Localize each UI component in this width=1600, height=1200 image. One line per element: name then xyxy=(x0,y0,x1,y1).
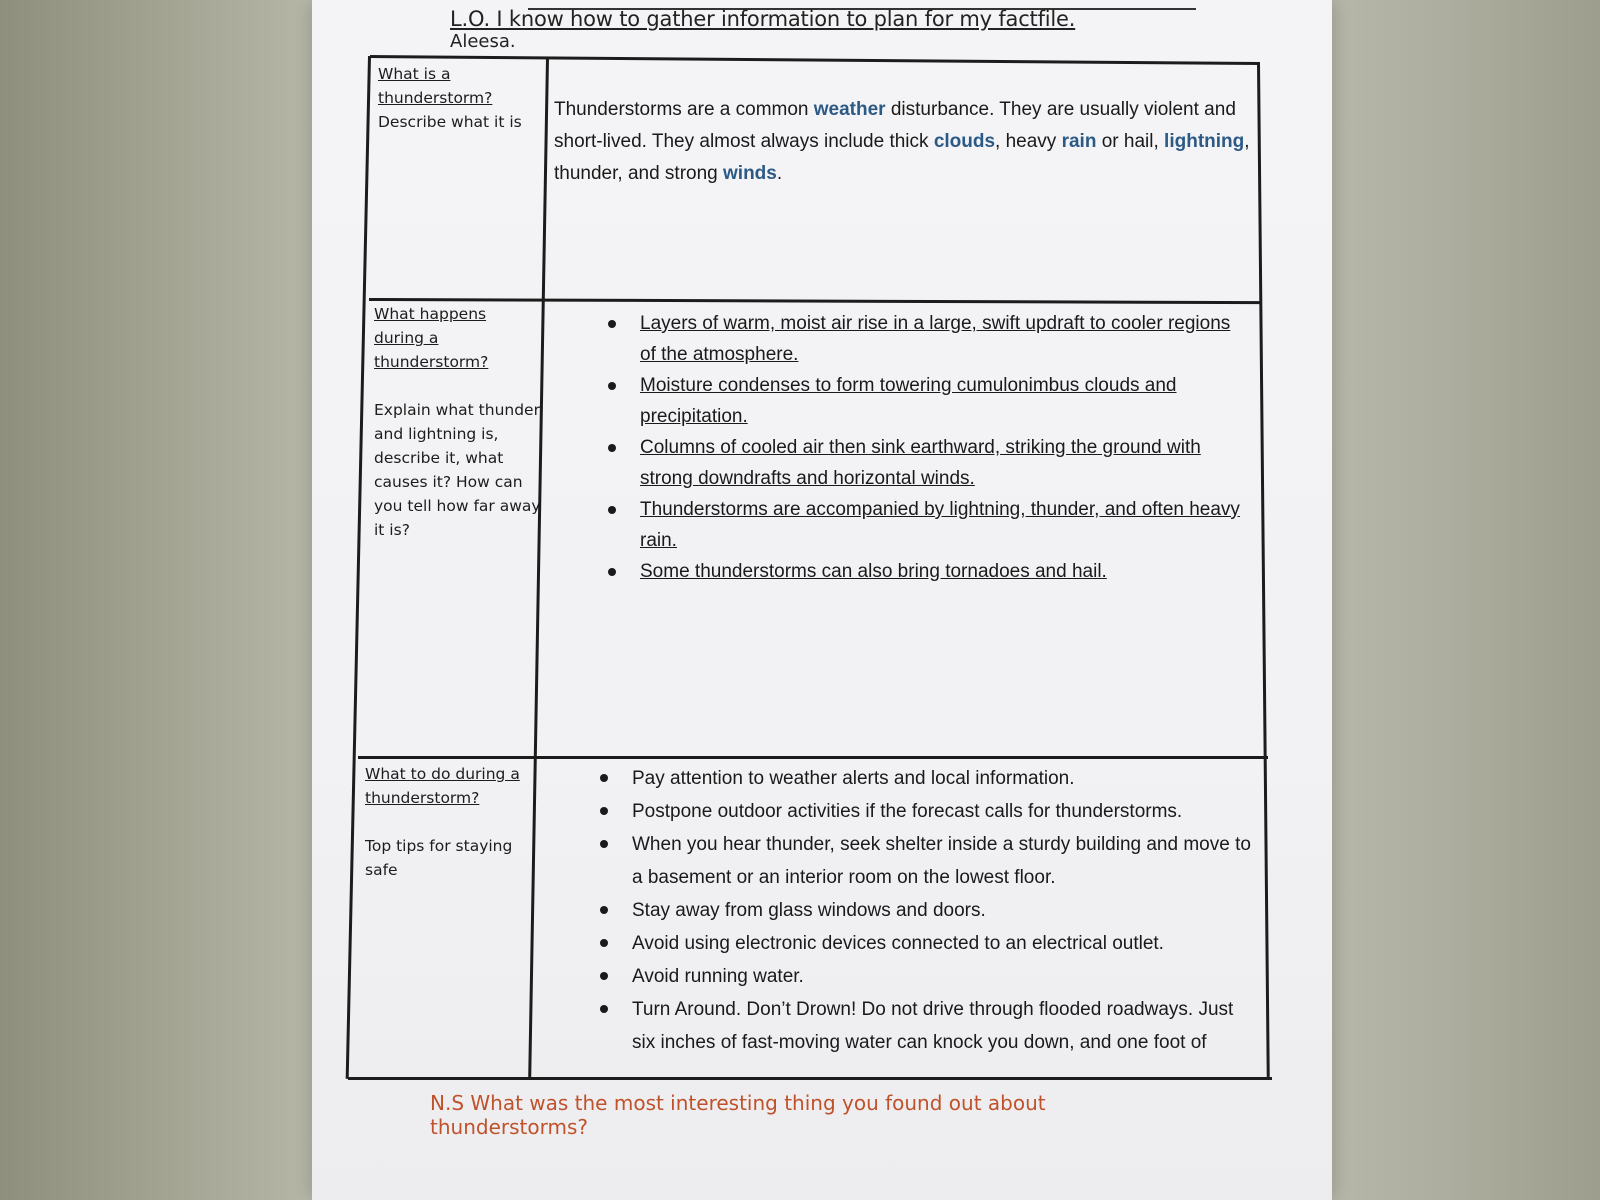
list-item xyxy=(600,960,1256,993)
answer-cell-2 xyxy=(608,308,1248,587)
list-item xyxy=(600,993,1256,1059)
answer-text: , thunder, and strong xyxy=(554,131,1250,184)
list-item xyxy=(608,432,1248,494)
table-border-right xyxy=(1257,63,1270,1077)
answer-text: , heavy xyxy=(995,131,1062,152)
list-item xyxy=(600,894,1256,927)
keyword-lightning: lightning xyxy=(1164,131,1245,152)
table-border-bottom xyxy=(348,1077,1272,1080)
question-cell-2 xyxy=(374,302,542,542)
list-item xyxy=(600,828,1256,894)
question-title: What happens during a thunderstorm? xyxy=(374,305,489,371)
question-prompt: Describe what it is xyxy=(378,113,522,131)
keyword-winds: winds xyxy=(723,163,777,184)
bullet-text: Thunderstorms are accompanied by lightning, thunder, and often heavy rain. xyxy=(640,499,1240,551)
answer-text: disturbance. They are usually violent and short-lived. They almost always include thick xyxy=(554,99,1236,152)
list-item xyxy=(608,494,1248,556)
column-divider xyxy=(528,58,549,1078)
table-border-left xyxy=(346,56,371,1079)
list-item xyxy=(608,556,1248,587)
question-cell-1 xyxy=(378,62,528,134)
list-item xyxy=(608,370,1248,432)
question-title: What is a thunderstorm? xyxy=(378,65,493,107)
list-item xyxy=(600,927,1256,960)
bullet-list xyxy=(600,762,1256,1059)
bullet-text: When you hear thunder, seek shelter inside a sturdy building and move to a basement or an interior room on the lowest floor. xyxy=(632,834,1251,888)
list-item xyxy=(600,795,1256,828)
bullet-text: Pay attention to weather alerts and local information. xyxy=(632,768,1075,789)
bullet-text: Some thunderstorms can also bring tornadoes and hail. xyxy=(640,561,1107,582)
student-name: Aleesa. xyxy=(450,31,516,52)
bullet-list xyxy=(608,308,1248,587)
bullet-text: Postpone outdoor activities if the forecast calls for thunderstorms. xyxy=(632,801,1183,822)
row-divider-2 xyxy=(358,756,1268,759)
answer-cell-3 xyxy=(600,762,1256,1059)
question-title: What to do during a thunderstorm? xyxy=(365,765,520,807)
bullet-text: Stay away from glass windows and doors. xyxy=(632,900,986,921)
list-item xyxy=(600,762,1256,795)
learning-objective: L.O. I know how to gather information to plan for my factfile. xyxy=(450,7,1076,31)
bullet-text: Avoid using electronic devices connected to an electrical outlet. xyxy=(632,933,1164,954)
bullet-text: Turn Around. Don’t Drown! Do not drive through flooded roadways. Just six inches of fast-moving water can knock you down, and one foot of xyxy=(632,999,1234,1053)
keyword-weather: weather xyxy=(813,99,886,120)
bullet-text: Avoid running water. xyxy=(632,966,804,987)
bullet-text: Columns of cooled air then sink earthward, striking the ground with strong downdrafts and horizontal winds. xyxy=(640,437,1201,489)
answer-text: . xyxy=(776,163,783,184)
next-step-prompt: N.S What was the most interesting thing you found out about thunderstorms? xyxy=(430,1091,1046,1139)
question-prompt: Explain what thunder and lightning is, describe it, what causes it? How can you tell how far away it is? xyxy=(374,401,541,539)
list-item xyxy=(608,308,1248,370)
question-cell-3 xyxy=(365,762,535,882)
keyword-rain: rain xyxy=(1061,131,1097,152)
bullet-text: Layers of warm, moist air rise in a large, swift updraft to cooler regions of the atmosphere. xyxy=(640,313,1231,365)
question-prompt: Top tips for staying safe xyxy=(365,837,513,879)
answer-text: Thunderstorms are a common xyxy=(554,99,814,120)
answer-text: or hail, xyxy=(1096,131,1165,152)
answer-cell-1 xyxy=(554,94,1254,190)
keyword-clouds: clouds xyxy=(933,131,996,152)
bullet-text: Moisture condenses to form towering cumulonimbus clouds and precipitation. xyxy=(640,375,1177,427)
